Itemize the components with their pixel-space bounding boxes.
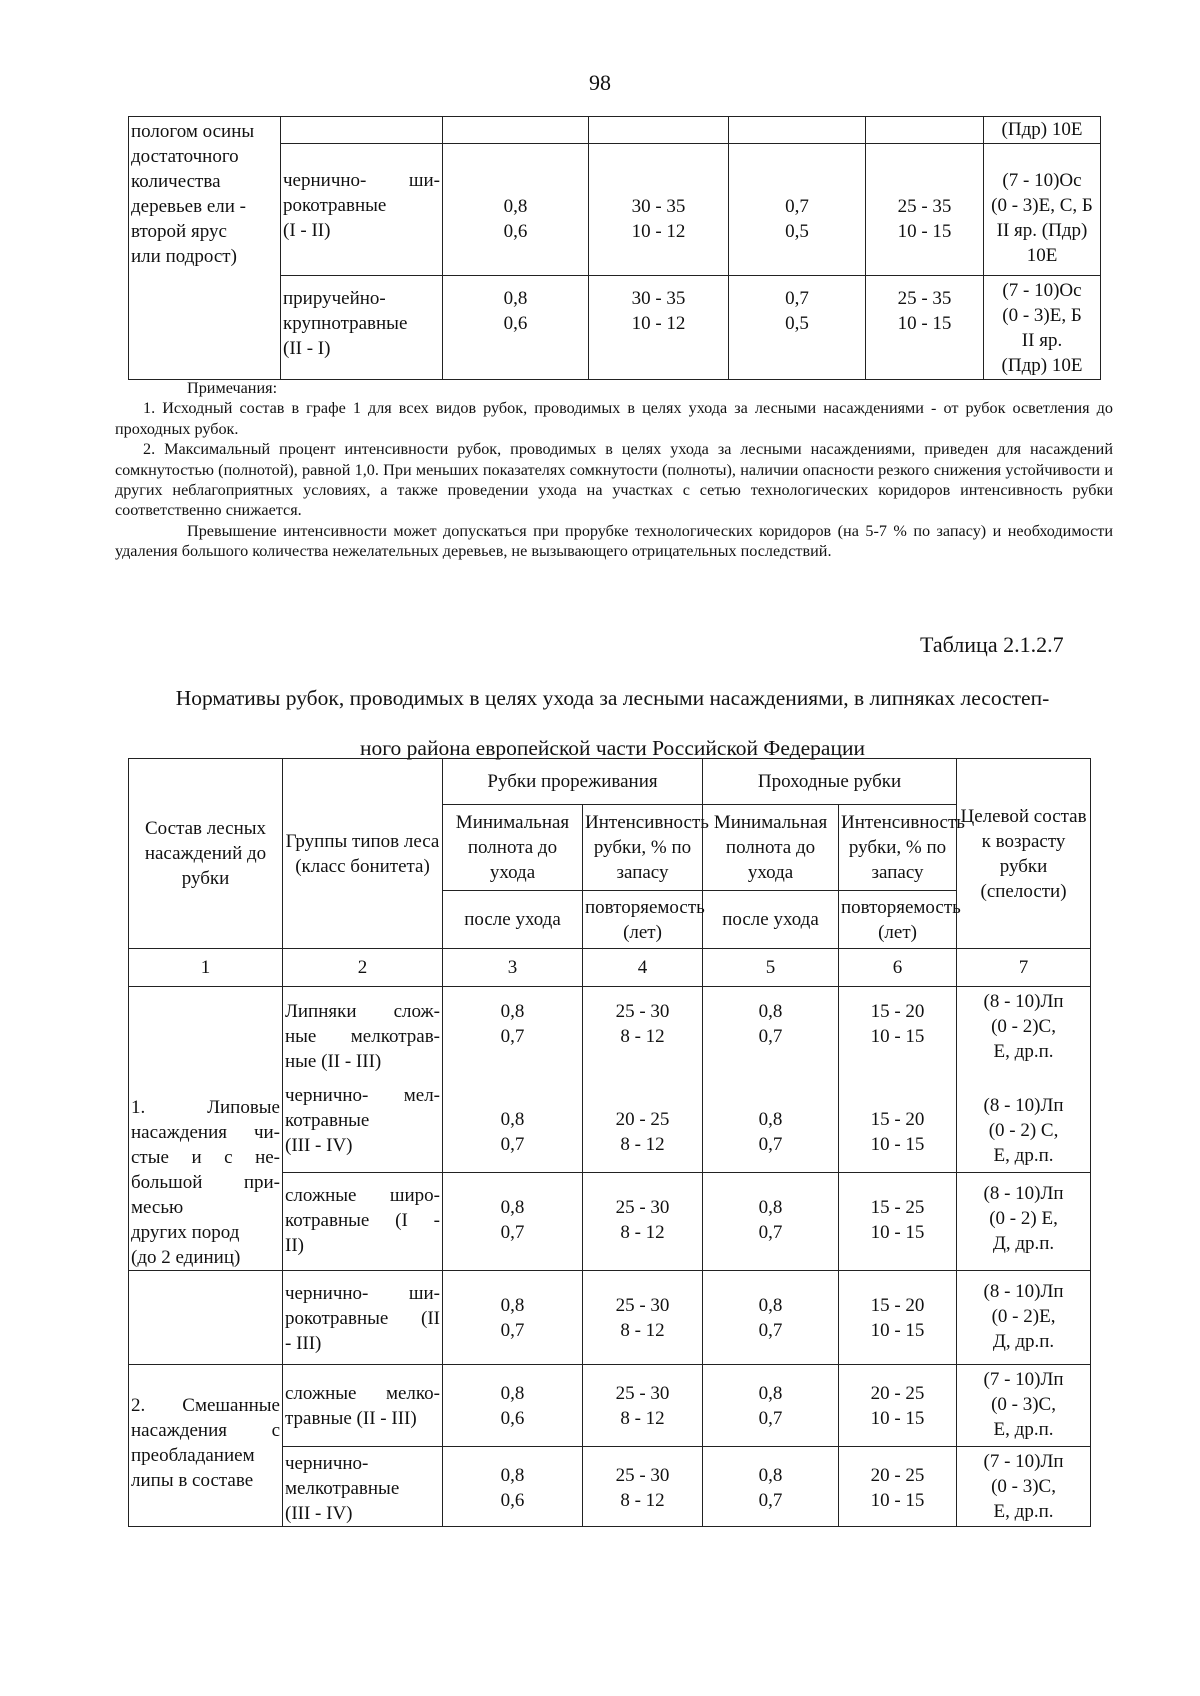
- group2-composition: 2. Смешанные насаждения с преобладанием липы в составе: [129, 1365, 283, 1527]
- group-cell: чернично- мелкотравные (III - IV): [283, 1447, 443, 1527]
- header-composition: Состав лесных насаждений до рубки: [129, 759, 283, 949]
- table-row: чернично- мелкотравные (III - IV) 0,8 0,6 25 - 30 8 - 12 0,8 0,7 20 - 25 10 - 15 (7 - 10)Лп (0 - 3)С, Е, др.п.: [129, 1447, 1091, 1527]
- header-thinning: Рубки прореживания: [443, 759, 703, 805]
- table-row: 1. Липовые насаждения чи- стые и с не- большой при- месью других пород (до 2 единиц) Липняки слож- ные мелкотрав- ные (II - III) 0,8 0,7 25 - 30 8 - 12 0,8 0,7 15 - 20 10 - 15 (8 - 10)Лп (0 - 2)С, Е, др.п.: [129, 987, 1091, 1083]
- note-2: 2. Максимальный процент интенсивности рубок, проводимых в целях ухода за лесными насаждениями, приведен для насаждений сомкнутостью (полнотой), равной 1,0. При меньших показателях сомкнутости (полноты), наличии опасности резкого снижения устойчивости и других неблагоприятных условиях, а также проведении ухода на участках с сетью технологических коридоров интенсивность рубки соответственно снижается.: [115, 440, 1113, 520]
- group-cell: чернично- ши- рокотравные (I - II): [281, 144, 443, 276]
- header-min-density-2: Минимальная полнота до ухода: [703, 805, 839, 891]
- table-row: сложные широ- котравные (I - II) 0,8 0,7 25 - 30 8 - 12 0,8 0,7 15 - 25 10 - 15 (8 - 10)Лп (0 - 2) Е, Д, др.п.: [129, 1172, 1091, 1270]
- group-cell: чернично- мел- котравные (III - IV): [283, 1083, 443, 1173]
- table-row: чернично- ши- рокотравные (II - III) 0,8 0,7 25 - 30 8 - 12 0,8 0,7 15 - 20 10 - 15 (8 - 10)Лп (0 - 2)Е, Д, др.п.: [129, 1271, 1091, 1365]
- notes: [115, 378, 1113, 562]
- header-groups: Группы типов леса (класс бонитета): [283, 759, 443, 949]
- notes-heading: Примечания:: [187, 379, 278, 397]
- column-numbers: 1 2 3 4 5 6 7: [129, 949, 1091, 987]
- note-3: Превышение интенсивности может допускаться при прорубке технологических коридоров (на 5-7 % по запасу) и необходимости удаления большого количества нежелательных деревьев, не вызывающего отрицательных последствий.: [115, 521, 1113, 561]
- group-cell: сложные мелко- травные (II - III): [283, 1365, 443, 1447]
- header-after: после ухода: [443, 891, 583, 949]
- header-min-density: Минимальная полнота до ухода: [443, 805, 583, 891]
- header-passing: Проходные рубки: [703, 759, 957, 805]
- table-row: приручейно- крупнотравные (II - I) 0,8 0,6 30 - 35 10 - 12 0,7 0,5 25 - 35 10 - 15 (7 - 10)Ос (0 - 3)Е, Б II яр. (Пдр) 10Е: [129, 276, 1101, 380]
- group-cell: приручейно- крупнотравные (II - I): [281, 276, 443, 380]
- composition-cell: пологом осины достаточного количества деревьев ели - второй ярус или подрост): [129, 117, 281, 380]
- header-intensity: Интенсивность рубки, % по запасу: [583, 805, 703, 891]
- header-repeat: повторяемость (лет): [583, 891, 703, 949]
- header-intensity-2: Интенсивность рубки, % по запасу: [839, 805, 957, 891]
- group-cell: сложные широ- котравные (I - II): [283, 1172, 443, 1270]
- group1-composition: 1. Липовые насаждения чи- стые и с не- большой при- месью других пород (до 2 единиц): [129, 987, 283, 1271]
- note-1: 1. Исходный состав в графе 1 для всех видов рубок, проводимых в целях ухода за лесными насаждениями - от рубок осветления до проходных рубок.: [115, 399, 1113, 438]
- group1-composition-cont: [129, 1271, 283, 1365]
- table-row: [129, 117, 1101, 144]
- table-row: чернично- мел- котравные (III - IV) 0,8 0,7 20 - 25 8 - 12 0,8 0,7 15 - 20 10 - 15 (8 - 10)Лп (0 - 2) С, Е, др.п.: [129, 1083, 1091, 1173]
- page-number: 98: [589, 70, 611, 95]
- table-row: 2. Смешанные насаждения с преобладанием липы в составе сложные мелко- травные (II - III) 0,8 0,6 25 - 30 8 - 12 0,8 0,7 20 - 25 10 - 15 (7 - 10)Лп (0 - 3)С, Е, др.п.: [129, 1365, 1091, 1447]
- header-repeat-2: повторяемость (лет): [839, 891, 957, 949]
- table-row: чернично- ши- рокотравные (I - II) 0,8 0,6 30 - 35 10 - 12 0,7 0,5 25 - 35 10 - 15 (7 - 10)Ос (0 - 3)Е, С, Б II яр. (Пдр) 10Е: [129, 144, 1101, 276]
- table-number: Таблица 2.1.2.7: [920, 632, 1064, 657]
- table-title: Нормативы рубок, проводимых в целях ухода за лесными насаждениями, в липняках лесостеп- ного района европейской части Российской Федерации: [175, 686, 1050, 760]
- group-cell: Липняки слож- ные мелкотрав- ные (II - III): [283, 987, 443, 1083]
- norms-table: [128, 758, 1091, 1527]
- continuation-table: [128, 116, 1101, 380]
- header-target: Целевой состав к возрасту рубки (спелости): [957, 759, 1091, 949]
- target-cell: (Пдр) 10Е: [984, 117, 1101, 144]
- header-after-2: после ухода: [703, 891, 839, 949]
- group-cell: чернично- ши- рокотравные (II - III): [283, 1271, 443, 1365]
